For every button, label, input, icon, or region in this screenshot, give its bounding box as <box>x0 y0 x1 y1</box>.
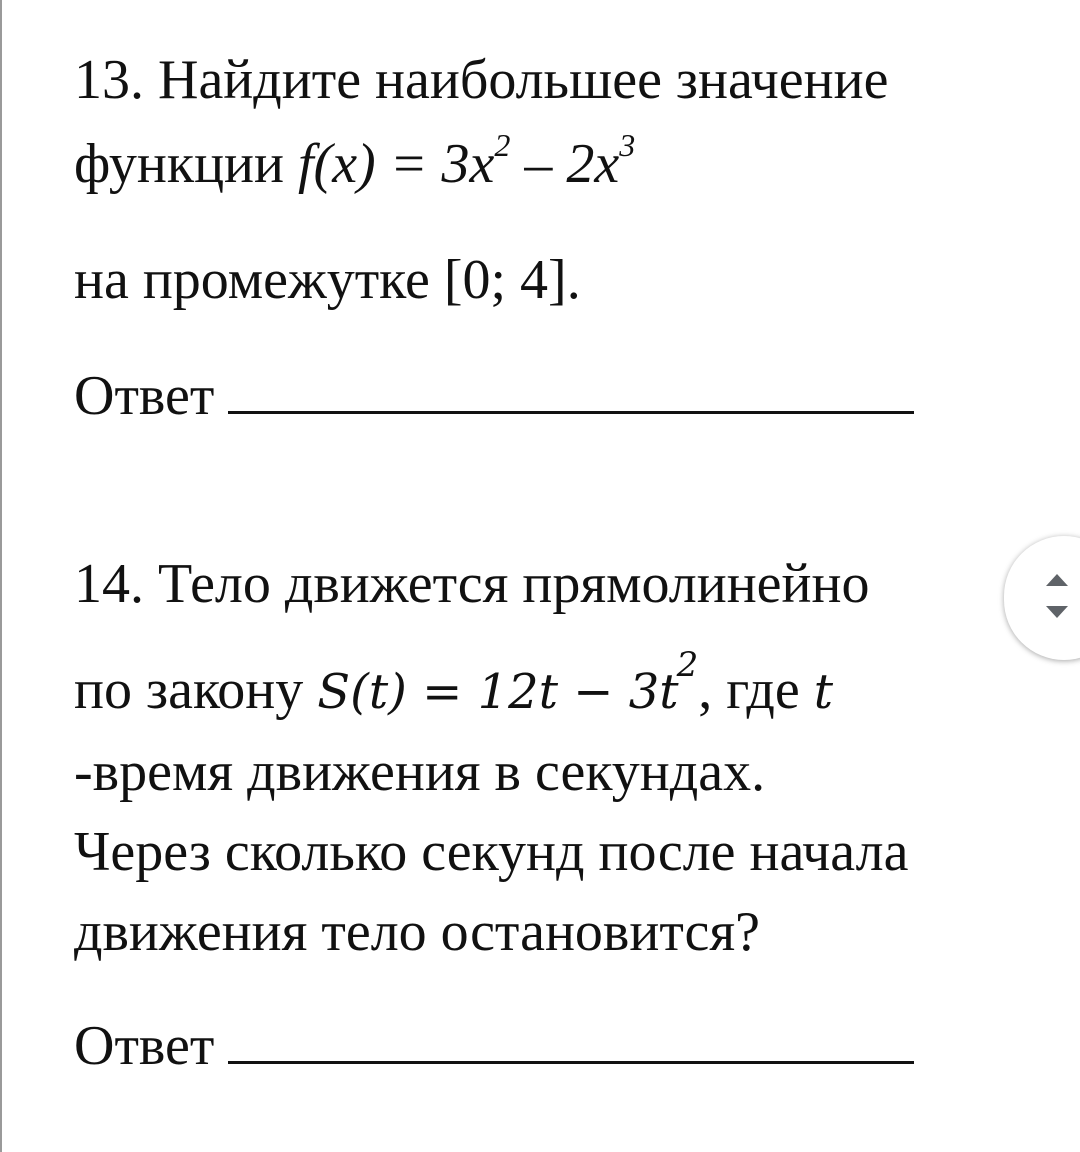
task13-exponent-1: 2 <box>494 127 511 163</box>
task14-formula <box>317 645 699 720</box>
task14-line1: 14. Тело движется прямолинейно <box>74 553 870 615</box>
task13-formula-mid: – 2x <box>510 133 620 195</box>
task14-question-line2 <box>74 901 760 963</box>
task13-interval: на промежутке [0; 4]. <box>74 249 581 311</box>
task14-answer-label: Ответ <box>74 1015 215 1077</box>
task14-question-part1: Через сколько секунд после начала <box>74 821 909 883</box>
task14-question-line1 <box>74 821 909 883</box>
task13-formula <box>297 127 636 195</box>
task13-answer-blank[interactable] <box>228 411 914 414</box>
task14-time-line <box>74 741 766 803</box>
task14-var-t: t <box>813 664 834 720</box>
task13-word-function: функции <box>74 133 284 195</box>
scroll-up-icon <box>1046 574 1068 586</box>
task14-formula-main: S(t) = 12t − 3t <box>317 664 679 720</box>
task14-law-suffix: , где <box>698 659 800 721</box>
scroll-handle[interactable] <box>1004 536 1080 660</box>
task14-time-desc: -время движения в секундах. <box>74 741 766 803</box>
task14-formula-exponent: 2 <box>676 645 699 685</box>
scroll-down-icon <box>1046 606 1068 618</box>
task14-answer-row <box>74 1015 914 1077</box>
task14-law-line <box>74 645 834 721</box>
task13-title <box>74 49 889 111</box>
task13-exponent-2: 3 <box>619 127 636 163</box>
task13-function-line <box>74 127 636 195</box>
task13-answer-row <box>74 365 914 427</box>
task14-law-prefix: по закону <box>74 659 304 721</box>
task13-formula-main: f(x) = 3x <box>297 133 495 195</box>
task13-interval-line <box>74 249 581 311</box>
task13-answer-label: Ответ <box>74 365 215 427</box>
task14-question-part2: движения тело остановится? <box>74 901 760 963</box>
task13-line1: 13. Найдите наибольшее значение <box>74 49 889 111</box>
task14-answer-blank[interactable] <box>228 1061 914 1064</box>
page-left-border <box>0 0 2 1152</box>
task14-title <box>74 553 870 615</box>
